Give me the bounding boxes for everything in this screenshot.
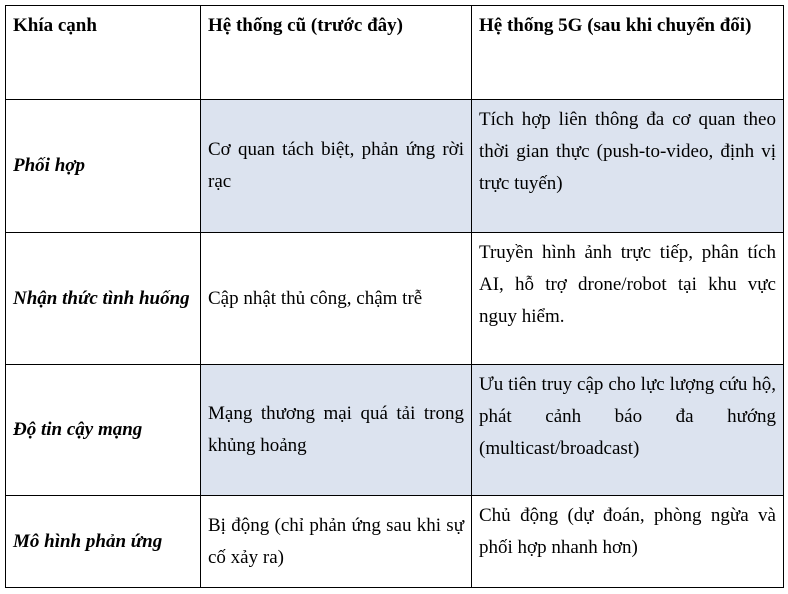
row-aspect: Nhận thức tình huống bbox=[6, 233, 201, 365]
comparison-table bbox=[5, 5, 784, 588]
table-row bbox=[6, 233, 784, 365]
header-5g-system: Hệ thống 5G (sau khi chuyển đổi) bbox=[472, 6, 784, 100]
table-row bbox=[6, 100, 784, 233]
row-5g-system: Chủ động (dự đoán, phòng ngừa và phối hợp nhanh hơn) bbox=[472, 496, 784, 588]
row-old-system: Mạng thương mại quá tải trong khủng hoảng bbox=[201, 365, 472, 496]
row-5g-system: Truyền hình ảnh trực tiếp, phân tích AI, hỗ trợ drone/robot tại khu vực nguy hiểm. bbox=[472, 233, 784, 365]
row-aspect: Mô hình phản ứng bbox=[6, 496, 201, 588]
comparison-table-container bbox=[5, 5, 784, 588]
table-header-row bbox=[6, 6, 784, 100]
row-aspect: Phối hợp bbox=[6, 100, 201, 233]
table-row bbox=[6, 496, 784, 588]
row-old-system: Cập nhật thủ công, chậm trễ bbox=[201, 233, 472, 365]
header-old-system: Hệ thống cũ (trước đây) bbox=[201, 6, 472, 100]
row-aspect: Độ tin cậy mạng bbox=[6, 365, 201, 496]
row-old-system: Cơ quan tách biệt, phản ứng rời rạc bbox=[201, 100, 472, 233]
header-aspect: Khía cạnh bbox=[6, 6, 201, 100]
row-5g-system: Ưu tiên truy cập cho lực lượng cứu hộ, phát cảnh báo đa hướng (multicast/broadcast) bbox=[472, 365, 784, 496]
row-5g-system: Tích hợp liên thông đa cơ quan theo thời gian thực (push-to-video, định vị trực tuyến) bbox=[472, 100, 784, 233]
table-row bbox=[6, 365, 784, 496]
row-old-system: Bị động (chỉ phản ứng sau khi sự cố xảy ra) bbox=[201, 496, 472, 588]
